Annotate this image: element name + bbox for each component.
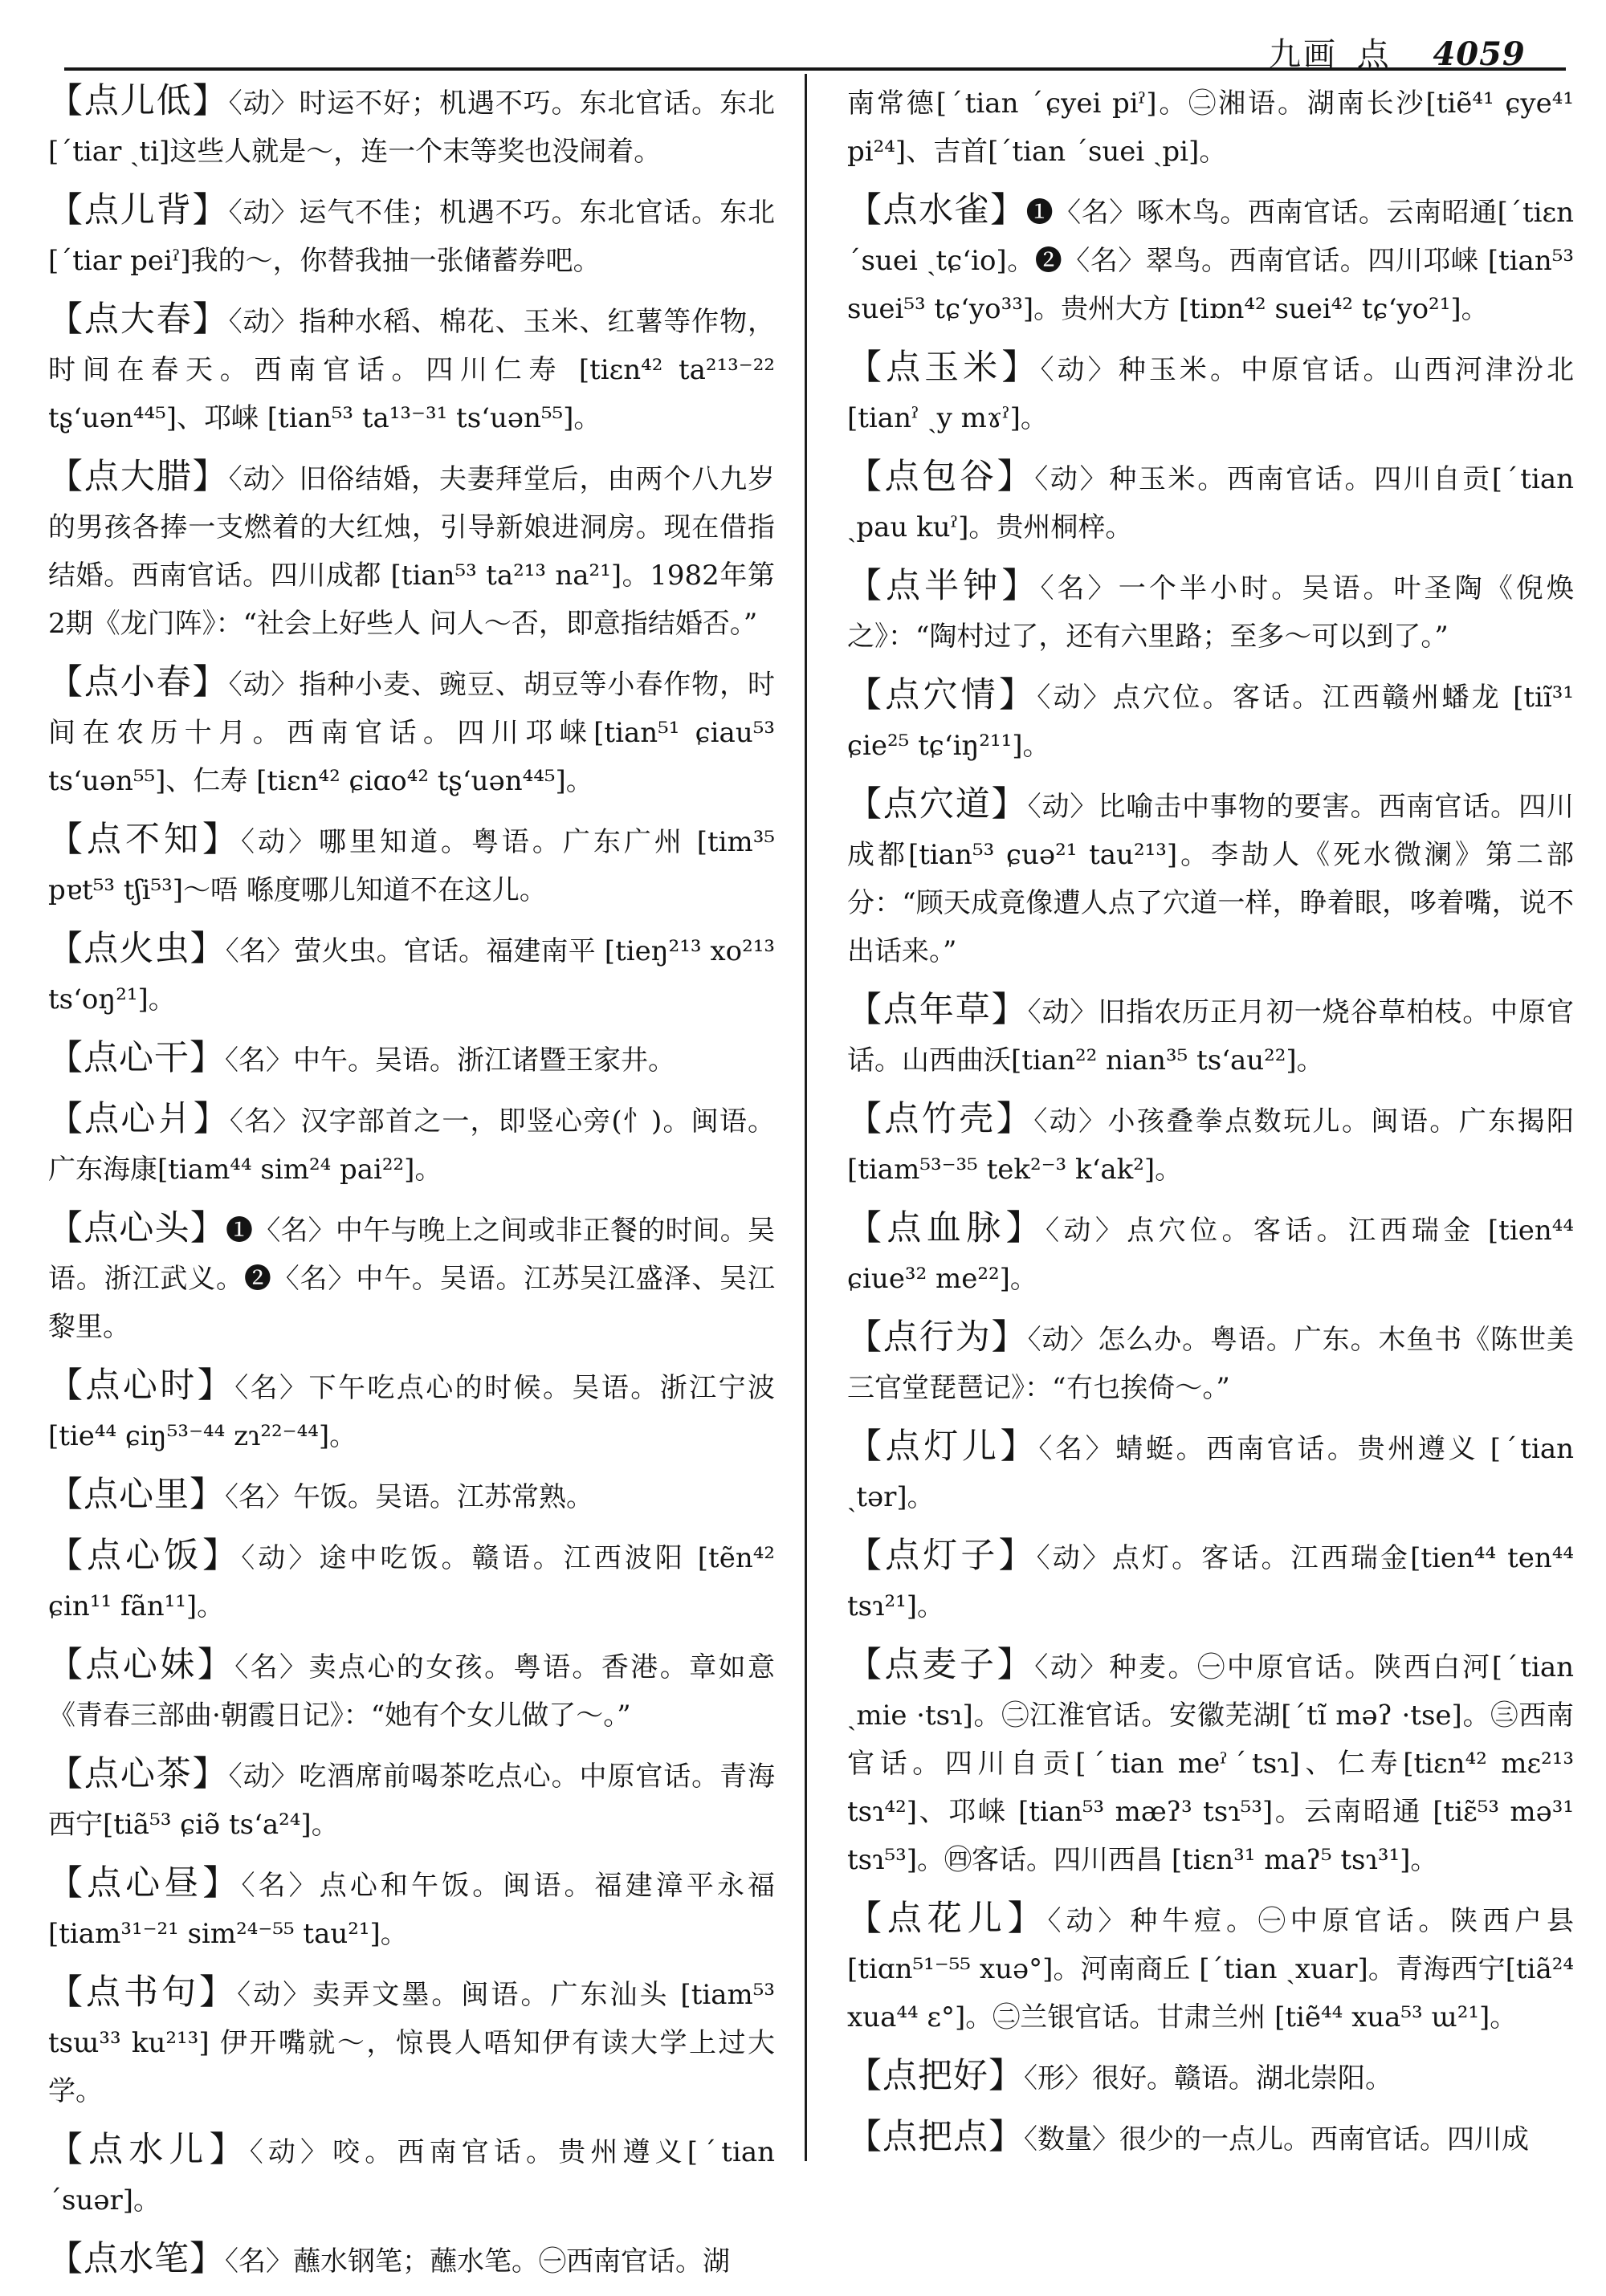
dictionary-entry [847, 780, 1574, 975]
entry-headword: 【点心妹】 [48, 1645, 235, 1685]
dictionary-entry [847, 344, 1574, 442]
entry-definition: 〈动〉途中吃饭。赣语。江西波阳 [tẽn⁴² ɕin¹¹ fãn¹¹]。 [48, 1542, 775, 1622]
entry-definition: 〈名〉萤火虫。官话。福建南平 [tieŋ²¹³ xo²¹³ tsʻoŋ²¹]。 [48, 935, 776, 1016]
entry-definition: 〈形〉很好。赣语。湖北崇阳。 [1024, 2062, 1392, 2094]
dictionary-entry [48, 1034, 775, 1085]
dictionary-entry [48, 1532, 775, 1630]
dictionary-entry [48, 1095, 775, 1194]
entry-definition: 〈名〉点心和午饭。闽语。福建漳平永福 [tiam³¹⁻²¹ sim²⁴⁻⁵⁵ tau²¹]。 [48, 1870, 776, 1950]
entry-definition: 〈动〉怎么办。粤语。广东。木鱼书《陈世美三官堂琵琶记》：“冇乜挨倚～。” [847, 1324, 1575, 1404]
dictionary-entry [847, 671, 1574, 770]
entry-headword: 【点心里】 [48, 1475, 225, 1515]
dictionary-entry [847, 1641, 1574, 1884]
entry-headword: 【点竹壳】 [847, 1099, 1034, 1139]
dictionary-entry [48, 1750, 775, 1849]
entry-headword: 【点把好】 [847, 2056, 1024, 2096]
entry-definition: 〈动〉旧俗结婚，夫妻拜堂后，由两个八九岁的男孩各捧一支燃着的大红烛，引导新娘进洞房。现在借指结婚。西南官话。四川成都 [tian⁵³ ta²¹³ na²¹]。1982年第2期《龙门阵》：“社会上好些人 问人～否，即意指结婚否。” [48, 463, 776, 640]
entry-definition: 〈名〉午饭。吴语。江苏常熟。 [225, 1481, 593, 1513]
entry-definition: 〈动〉卖弄文墨。闽语。广东汕头 [tiam⁵³ tsɯ³³ ku²¹³] 伊开嘴就～，惊畏人唔知伊有读大学上过大学。 [48, 1979, 775, 2107]
entry-headword: 【点穴情】 [847, 675, 1037, 715]
entry-definition: 〈动〉哪里知道。粤语。广东广州 [tim³⁵ pɐt⁵³ tʃi⁵³]～唔 喺度哪儿知道不在这儿。 [48, 826, 776, 906]
entry-definition: 〈动〉指种小麦、豌豆、胡豆等小春作物，时间在农历十月。西南官话。四川邛崃[tian⁵¹ ɕiau⁵³ tsʻuən⁵⁵]、仁寿 [tiɛn⁴² ɕiɑo⁴² tʂʻuən⁴⁴⁵]。 [48, 669, 776, 797]
entry-definition: 〈名〉下午吃点心的时候。吴语。浙江宁波 [tie⁴⁴ ɕiŋ⁵³⁻⁴⁴ zɿ²²⁻⁴⁴]。 [48, 1372, 776, 1452]
entry-definition: 〈动〉点灯。客话。江西瑞金[tien⁴⁴ ten⁴⁴ tsɿ²¹]。 [847, 1542, 1575, 1622]
entry-definition: 〈动〉种玉米。中原官话。山西河津汾北 [tianˀ ˏy mɤˀ]。 [847, 354, 1575, 434]
entry-headword: 【点小春】 [48, 662, 229, 702]
dictionary-entry [48, 1471, 775, 1521]
entry-definition: ❶〈名〉啄木鸟。西南官话。云南昭通[ˊtiɛn ˊsuei ˏtɕʻio]。❷〈名〉翠鸟。西南官话。四川邛崃 [tian⁵³ suei⁵³ tɕʻyo³³]。贵州大方 [tiɒn⁴² suei⁴² tɕʻyo²¹]。 [847, 197, 1575, 325]
dictionary-entry [847, 1423, 1574, 1521]
dictionary-entry [847, 1532, 1574, 1630]
entry-definition: 〈动〉种麦。㊀中原官话。陕西白河[ˊtian ˏmie ·tsɿ]。㊁江淮官话。安徽芜湖[ˊtĩ məʔ ·tse]。㊂西南官话。四川自贡[ˊtian meˀˊtsɿ]、仁寿[tiɛn⁴² mɛ²¹³ tsɿ⁴²]、邛崃 [tian⁵³ mæʔ³ tsɿ⁵³]。云南昭通 [tiɛ̃⁵³ mə³¹ tsɿ⁵³]。㊃客话。四川西昌 [tiɛn³¹ maʔ⁵ tsɿ³¹]。 [847, 1651, 1575, 1876]
entry-definition: 〈动〉比喻击中事物的要害。西南官话。四川成都[tian⁵³ ɕuə²¹ tau²¹³]。李劼人《死水微澜》第二部分：“顾天成竟像遭人点了穴道一样，睁着眼，哆着嘴，说不出话来。” [847, 791, 1575, 967]
entry-definition: 南常德[ˊtian ˊɕyei piˀ]。㊁湘语。湖南长沙[tiẽ⁴¹ ɕye⁴¹ pi²⁴]、吉首[ˊtian ˊsuei ˏpi]。 [847, 88, 1574, 168]
entry-headword: 【点花儿】 [847, 1899, 1048, 1939]
entry-headword: 【点心时】 [48, 1366, 235, 1406]
entry-headword: 【点心饭】 [48, 1536, 242, 1576]
dictionary-entry [48, 1641, 775, 1740]
entry-definition: 〈名〉一个半小时。吴语。叶圣陶《倪焕之》：“陶村过了，还有六里路；至多～可以到了。” [847, 572, 1575, 653]
entry-definition: 〈名〉蜻蜓。西南官话。贵州遵义 [ˊtian ˏtər]。 [847, 1433, 1574, 1513]
dictionary-entry [48, 1968, 775, 2115]
entry-headword: 【点年草】 [847, 990, 1028, 1030]
dictionary-entry [847, 986, 1574, 1085]
dictionary-entry [847, 562, 1574, 661]
entry-definition: 〈动〉指种水稻、棉花、玉米、红薯等作物，时间在春天。西南官话。四川仁寿 [tiɛn⁴² ta²¹³⁻²² tʂʻuən⁴⁴⁵]、邛崃 [tian⁵³ ta¹³⁻³¹ tsʻuən⁵⁵]。 [48, 306, 776, 434]
page-number: 4059 [1433, 35, 1526, 73]
entry-headword: 【点麦子】 [847, 1645, 1035, 1685]
dictionary-entry [847, 1895, 1574, 2042]
dictionary-entry [847, 1095, 1574, 1194]
dictionary-entry [48, 2126, 775, 2225]
dictionary-entry [847, 2052, 1574, 2103]
entry-headword: 【点大春】 [48, 299, 229, 340]
entry-headword: 【点玉米】 [847, 348, 1041, 388]
entry-definition: 〈动〉点穴位。客话。江西瑞金 [tien⁴⁴ ɕiue³² me²²]。 [847, 1215, 1574, 1295]
entry-definition: 〈动〉吃酒席前喝茶吃点心。中原官话。青海西宁[tiã⁵³ ɕiə̃ tsʻa²⁴]。 [48, 1761, 776, 1841]
entry-headword: 【点心爿】 [48, 1099, 230, 1139]
dictionary-entry [48, 658, 775, 805]
entry-definition: 〈名〉卖点心的女孩。粤语。香港。章如意《青春三部曲·朝霞日记》：“她有个女儿做了～。” [48, 1651, 776, 1732]
entry-definition: 〈名〉汉字部首之一，即竖心旁(忄)。闽语。广东海康[tiam⁴⁴ sim²⁴ pai²²]。 [48, 1105, 776, 1186]
entry-headword: 【点心干】 [48, 1038, 225, 1078]
entry-headword: 【点行为】 [847, 1317, 1028, 1358]
entry-definition: ❶〈名〉中午与晚上之间或非正餐的时间。吴语。浙江武义。❷〈名〉中午。吴语。江苏吴江盛泽、吴江黎里。 [48, 1215, 776, 1343]
entry-headword: 【点心头】 [48, 1208, 226, 1248]
column-divider [805, 74, 807, 2161]
dictionary-entry [48, 2235, 775, 2286]
dictionary-entry [48, 186, 775, 285]
entry-definition: 〈动〉运气不佳；机遇不巧。东北官话。东北[ˊtiar peiˀ]我的～，你替我抽一张储蓄券吧。 [48, 197, 776, 277]
entry-definition: 〈动〉时运不好；机遇不巧。东北官话。东北[ˊtiar ˏti]这些人就是～，连一个末等奖也没闹着。 [48, 88, 776, 168]
entry-headword: 【点儿低】 [48, 81, 229, 121]
entry-definition: 〈动〉种玉米。西南官话。四川自贡[ˊtian ˏpau kuˀ]。贵州桐梓。 [847, 463, 1575, 543]
entry-headword: 【点灯儿】 [847, 1427, 1039, 1467]
header-rule [64, 67, 1566, 71]
dictionary-entry [48, 925, 775, 1024]
entry-headword: 【点书句】 [48, 1972, 238, 2013]
entry-headword: 【点灯子】 [847, 1536, 1037, 1576]
dictionary-entry [48, 295, 775, 442]
dictionary-entry [48, 453, 775, 648]
dictionary-entry-continued [847, 77, 1574, 176]
entry-headword: 【点大腊】 [48, 457, 229, 497]
left-column [48, 77, 775, 2296]
entry-headword: 【点心昼】 [48, 1863, 242, 1903]
entry-headword: 【点把点】 [847, 2117, 1024, 2157]
dictionary-entry [48, 1362, 775, 1460]
entry-definition: 〈动〉旧指农历正月初一烧谷草柏枝。中原官话。山西曲沃[tian²² nian³⁵ tsʻau²²]。 [847, 996, 1575, 1077]
entry-headword: 【点水笔】 [48, 2239, 225, 2279]
dictionary-entry [847, 186, 1574, 333]
entry-headword: 【点包谷】 [847, 457, 1035, 497]
entry-headword: 【点火虫】 [48, 929, 226, 969]
entry-definition: 〈动〉咬。西南官话。贵州遵义[ˊtian ˊsuər]。 [48, 2136, 776, 2217]
dictionary-entry [847, 2113, 1574, 2164]
entry-definition: 〈名〉蘸水钢笔；蘸水笔。㊀西南官话。湖 [225, 2245, 730, 2278]
entry-headword: 【点水儿】 [48, 2130, 250, 2170]
section-label: 九画 [1269, 36, 1338, 73]
entry-headword: 【点穴道】 [847, 784, 1028, 824]
entry-headword: 【点血脉】 [847, 1208, 1046, 1248]
entry-headword: 【点心茶】 [48, 1754, 229, 1794]
dictionary-entry [48, 77, 775, 176]
entry-definition: 〈数量〉很少的一点儿。西南官话。四川成 [1024, 2123, 1529, 2156]
entry-definition: 〈动〉种牛痘。㊀中原官话。陕西户县 [tiɑn⁵¹⁻⁵⁵ xuə°]。河南商丘 [ˊtian ˏxuar]。青海西宁[tiã²⁴ xua⁴⁴ ɛ°]。㊁兰银官话。甘肃兰州 [tiẽ⁴⁴ xua⁵³ ɯ²¹]。 [847, 1905, 1575, 2033]
right-column [847, 77, 1574, 2174]
dictionary-entry [48, 1859, 775, 1958]
entry-headword: 【点半钟】 [847, 566, 1041, 606]
index-character: 点 [1356, 36, 1392, 73]
entry-headword: 【点水雀】 [847, 190, 1026, 230]
entry-headword: 【点儿背】 [48, 190, 229, 230]
entry-definition: 〈动〉小孩叠拳点数玩儿。闽语。广东揭阳 [tiam⁵³⁻³⁵ tek²⁻³ kʻak²]。 [847, 1105, 1575, 1186]
dictionary-entry [847, 453, 1574, 552]
dictionary-entry [847, 1204, 1574, 1303]
entry-definition: 〈名〉中午。吴语。浙江诸暨王家井。 [225, 1044, 675, 1077]
entry-headword: 【点不知】 [48, 820, 241, 860]
dictionary-entry [847, 1313, 1574, 1412]
dictionary-entry [48, 1204, 775, 1351]
entry-definition: 〈动〉点穴位。客话。江西赣州蟠龙 [tiĩ³¹ ɕie²⁵ tɕʻiŋ²¹¹]。 [847, 682, 1575, 762]
dictionary-entry [48, 816, 775, 914]
